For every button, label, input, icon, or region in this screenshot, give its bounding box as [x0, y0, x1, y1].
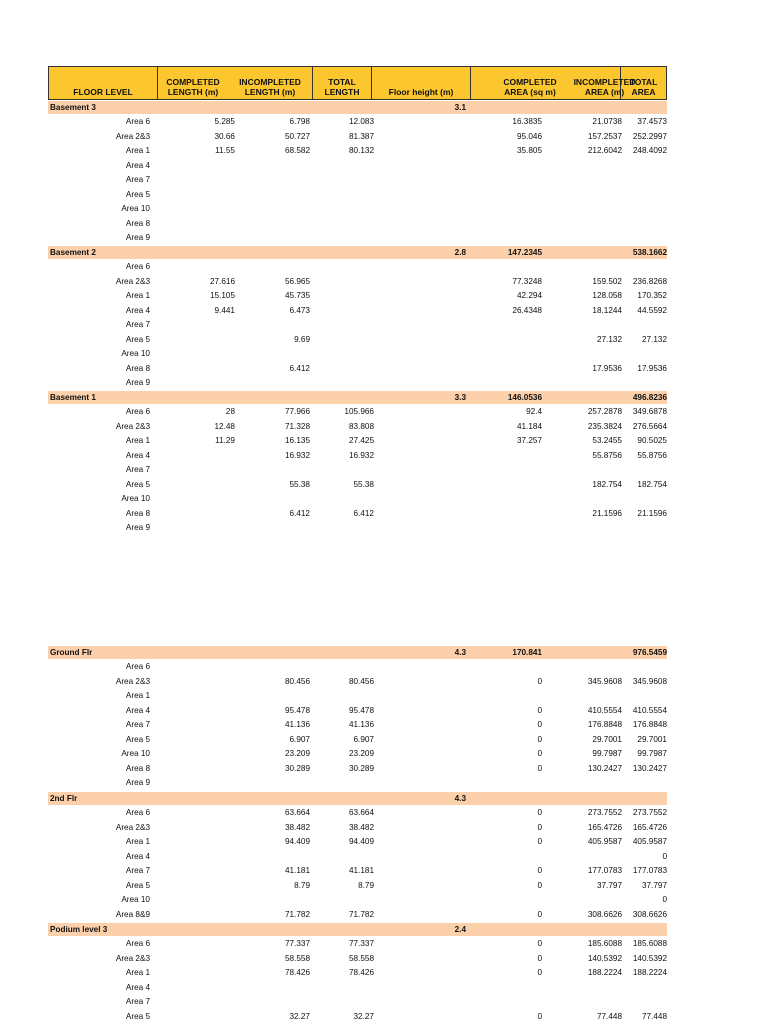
cell-value[interactable]: 90.5025 [637, 436, 667, 445]
cell-value[interactable]: 273.7552 [587, 808, 622, 817]
header-floor-height[interactable]: Floor height (m) [372, 67, 471, 99]
cell-value[interactable]: 176.8848 [587, 720, 622, 729]
floor-band [48, 792, 667, 805]
cell-value[interactable]: 63.664 [284, 808, 310, 817]
area-label[interactable]: Area 5 [125, 479, 150, 489]
cell-value[interactable]: 38.482 [348, 822, 374, 832]
cell-value[interactable]: 11.55 [215, 146, 235, 155]
area-label[interactable]: Area 8 [125, 218, 150, 228]
header-total-area[interactable]: TOTAL AREA [629, 77, 658, 97]
cell-value[interactable]: 159.502 [592, 276, 622, 286]
cell-value[interactable]: 0 [537, 720, 542, 729]
area-label[interactable]: Area 4 [125, 705, 150, 715]
area-label[interactable]: Area 1 [125, 691, 150, 700]
floor-height[interactable]: 4.3 [454, 794, 466, 803]
cell-value[interactable]: 273.7552 [632, 808, 667, 817]
cell-value[interactable]: 9.441 [214, 305, 235, 315]
cell-value[interactable]: 188.2224 [587, 968, 622, 977]
area-label[interactable]: Area 5 [125, 189, 150, 199]
area-label[interactable]: Area 6 [125, 262, 150, 271]
cell-value[interactable]: 6.798 [289, 117, 310, 126]
area-label[interactable]: Area 2&3 [115, 421, 150, 431]
floor-band [48, 646, 667, 659]
cell-value[interactable]: 0 [537, 676, 542, 686]
cell-value[interactable]: 0 [537, 939, 542, 948]
cell-value[interactable]: 248.4092 [632, 146, 667, 155]
cell-value[interactable]: 68.582 [284, 146, 310, 155]
area-label[interactable]: Area 10 [121, 349, 150, 358]
cell-value[interactable]: 30.289 [348, 763, 374, 773]
cell-value[interactable]: 6.473 [289, 305, 310, 315]
cell-value[interactable]: 77.337 [284, 939, 310, 948]
area-label[interactable]: Area 4 [125, 851, 150, 861]
cell-value[interactable]: 58.558 [284, 953, 310, 963]
cell-value[interactable]: 0 [537, 705, 542, 715]
cell-value[interactable]: 37.257 [516, 436, 542, 445]
cell-value[interactable]: 94.409 [348, 837, 374, 846]
cell-value[interactable]: 78.426 [348, 968, 374, 977]
cell-value[interactable]: 41.184 [516, 421, 542, 431]
cell-value[interactable]: 0 [662, 851, 667, 861]
cell-value[interactable]: 94.409 [284, 837, 310, 846]
cell-value[interactable]: 165.4726 [632, 822, 667, 832]
cell-value[interactable]: 53.2455 [592, 436, 622, 445]
cell-value[interactable]: 188.2224 [632, 968, 667, 977]
floor-band [48, 101, 667, 114]
cell-value[interactable]: 11.29 [215, 436, 235, 445]
area-label[interactable]: Area 6 [125, 808, 150, 817]
cell-value[interactable]: 16.932 [284, 450, 310, 460]
cell-value[interactable]: 37.797 [596, 880, 622, 890]
area-label[interactable]: Area 1 [125, 837, 150, 846]
header-incompleted-area[interactable]: INCOMPLETED AREA (m) [589, 67, 621, 99]
cell-value[interactable]: 92.4 [526, 407, 542, 416]
header-completed-area[interactable]: COMPLETED AREA (sq m) [503, 77, 557, 97]
cell-value[interactable]: 35.805 [516, 146, 542, 155]
cell-value[interactable]: 17.9536 [637, 363, 667, 373]
cell-value[interactable]: 29.7001 [592, 734, 622, 744]
cell-value[interactable]: 41.181 [284, 866, 310, 875]
cell-value[interactable]: 77.3248 [512, 276, 542, 286]
area-label[interactable]: Area 5 [125, 334, 150, 344]
cell-value[interactable]: 55.8756 [637, 450, 667, 460]
floor-name[interactable]: Basement 2 [50, 248, 96, 257]
floor-band [48, 391, 667, 404]
cell-value[interactable]: 185.6088 [632, 939, 667, 948]
area-label[interactable]: Area 5 [125, 734, 150, 744]
floor-height[interactable]: 3.1 [454, 103, 466, 112]
cell-value[interactable]: 50.727 [284, 131, 310, 141]
area-label[interactable]: Area 1 [125, 968, 150, 977]
cell-value[interactable]: 0 [537, 763, 542, 773]
cell-value[interactable]: 37.797 [641, 880, 667, 890]
cell-value[interactable]: 185.6088 [587, 939, 622, 948]
cell-value[interactable]: 0 [537, 734, 542, 744]
cell-value[interactable]: 12.48 [214, 421, 235, 431]
floor-band [48, 923, 667, 936]
cell-value[interactable]: 56.965 [284, 276, 310, 286]
cell-value[interactable]: 41.136 [284, 720, 310, 729]
area-label[interactable]: Area 1 [125, 291, 150, 300]
cell-value[interactable]: 28 [225, 407, 235, 416]
cell-value[interactable]: 0 [662, 895, 667, 904]
cell-value[interactable]: 95.478 [348, 705, 374, 715]
cell-value[interactable]: 6.412 [353, 508, 374, 518]
floor-total-area[interactable]: 976.5459 [632, 648, 667, 657]
cell-value[interactable]: 0 [537, 953, 542, 963]
cell-value[interactable]: 8.79 [358, 880, 374, 890]
cell-value[interactable]: 42.294 [516, 291, 542, 300]
cell-value[interactable]: 18.1244 [592, 305, 622, 315]
cell-value[interactable]: 95.478 [284, 705, 310, 715]
cell-value[interactable]: 44.5592 [637, 305, 667, 315]
cell-value[interactable]: 6.907 [289, 734, 310, 744]
cell-value[interactable]: 5.285 [214, 117, 235, 126]
cell-value[interactable]: 345.9608 [632, 676, 667, 686]
cell-value[interactable]: 23.209 [348, 749, 374, 758]
cell-value[interactable]: 170.352 [637, 291, 667, 300]
cell-value[interactable]: 37.4573 [637, 117, 667, 126]
cell-value[interactable]: 6.412 [289, 508, 310, 518]
floor-total-area[interactable]: 538.1662 [632, 248, 667, 257]
area-label[interactable]: Area 2&3 [115, 676, 150, 686]
cell-value[interactable]: 80.456 [348, 676, 374, 686]
floor-completed-area[interactable]: 170.841 [512, 648, 542, 657]
area-label[interactable]: Area 5 [125, 1011, 150, 1021]
area-label[interactable]: Area 4 [125, 982, 150, 992]
cell-value[interactable]: 12.083 [348, 117, 374, 126]
cell-value[interactable]: 405.9587 [632, 837, 667, 846]
cell-value[interactable]: 252.2997 [632, 131, 667, 141]
floor-completed-area[interactable]: 146.0536 [507, 393, 542, 402]
cell-value[interactable]: 45.735 [284, 291, 310, 300]
cell-value[interactable]: 63.664 [348, 808, 374, 817]
floor-total-area[interactable]: 496.8236 [632, 393, 667, 402]
cell-value[interactable]: 71.328 [284, 421, 310, 431]
cell-value[interactable]: 0 [537, 909, 542, 919]
cell-value[interactable]: 16.135 [284, 436, 310, 445]
cell-value[interactable]: 128.058 [592, 291, 622, 300]
cell-value[interactable]: 77.448 [596, 1011, 622, 1021]
cell-value[interactable]: 99.7987 [637, 749, 667, 758]
cell-value[interactable]: 71.782 [284, 909, 310, 919]
cell-value[interactable]: 276.5664 [632, 421, 667, 431]
cell-value[interactable]: 0 [537, 1011, 542, 1021]
area-label[interactable]: Area 6 [125, 662, 150, 671]
cell-value[interactable]: 32.27 [353, 1011, 374, 1021]
cell-value[interactable]: 27.132 [641, 334, 667, 344]
cell-value[interactable]: 95.046 [516, 131, 542, 141]
area-label[interactable]: Area 9 [125, 523, 150, 532]
area-label[interactable]: Area 7 [125, 175, 150, 184]
floor-height[interactable]: 2.8 [454, 248, 466, 257]
cell-value[interactable]: 345.9608 [587, 676, 622, 686]
area-label[interactable]: Area 1 [125, 146, 150, 155]
area-label[interactable]: Area 6 [125, 407, 150, 416]
area-label[interactable]: Area 8&9 [115, 909, 150, 919]
cell-value[interactable]: 55.38 [353, 479, 374, 489]
cell-value[interactable]: 0 [537, 749, 542, 758]
area-label[interactable]: Area 7 [125, 866, 150, 875]
cell-value[interactable]: 80.132 [348, 146, 374, 155]
cell-value[interactable]: 176.8848 [632, 720, 667, 729]
cell-value[interactable]: 140.5392 [632, 953, 667, 963]
header-completed-length[interactable]: COMPLETED LENGTH (m) [166, 77, 220, 97]
area-label[interactable]: Area 4 [125, 160, 150, 170]
cell-value[interactable]: 235.3824 [587, 421, 622, 431]
area-label[interactable]: Area 10 [121, 494, 150, 503]
cell-value[interactable]: 30.66 [214, 131, 235, 141]
cell-value[interactable]: 41.136 [348, 720, 374, 729]
cell-value[interactable]: 15.105 [209, 291, 235, 300]
area-label[interactable]: Area 6 [125, 117, 150, 126]
cell-value[interactable]: 349.6878 [632, 407, 667, 416]
cell-value[interactable]: 0 [537, 968, 542, 977]
cell-value[interactable]: 405.9587 [587, 837, 622, 846]
cell-value[interactable]: 71.782 [348, 909, 374, 919]
area-label[interactable]: Area 2&3 [115, 276, 150, 286]
cell-value[interactable]: 410.5554 [632, 705, 667, 715]
cell-value[interactable]: 58.558 [348, 953, 374, 963]
cell-value[interactable]: 308.6626 [587, 909, 622, 919]
floor-name[interactable]: Podium level 3 [50, 925, 108, 934]
cell-value[interactable]: 0 [537, 837, 542, 846]
cell-value[interactable]: 83.808 [348, 421, 374, 431]
area-label[interactable]: Area 7 [125, 320, 150, 329]
cell-value[interactable]: 55.8756 [592, 450, 622, 460]
cell-value[interactable]: 26.4348 [512, 305, 542, 315]
floor-name[interactable]: Ground Flr [50, 648, 93, 657]
cell-value[interactable]: 410.5554 [587, 705, 622, 715]
cell-value[interactable]: 77.966 [284, 407, 310, 416]
cell-value[interactable]: 177.0783 [587, 866, 622, 875]
cell-value[interactable]: 27.425 [348, 436, 374, 445]
cell-value[interactable]: 78.426 [284, 968, 310, 977]
floor-completed-area[interactable]: 147.2345 [507, 248, 542, 257]
cell-value[interactable]: 17.9536 [592, 363, 622, 373]
area-label[interactable]: Area 6 [125, 939, 150, 948]
cell-value[interactable]: 41.181 [348, 866, 374, 875]
cell-value[interactable]: 23.209 [284, 749, 310, 758]
area-label[interactable]: Area 5 [125, 880, 150, 890]
cell-value[interactable]: 80.456 [284, 676, 310, 686]
cell-value[interactable]: 140.5392 [587, 953, 622, 963]
floor-name[interactable]: Basement 3 [50, 103, 96, 112]
cell-value[interactable]: 0 [537, 808, 542, 817]
floor-height[interactable]: 3.3 [454, 393, 466, 402]
cell-value[interactable]: 27.132 [596, 334, 622, 344]
area-label[interactable]: Area 10 [121, 895, 150, 904]
cell-value[interactable]: 0 [537, 822, 542, 832]
cell-value[interactable]: 182.754 [592, 479, 622, 489]
floor-height[interactable]: 2.4 [454, 925, 466, 934]
cell-value[interactable]: 6.412 [289, 363, 310, 373]
cell-value[interactable]: 157.2537 [587, 131, 622, 141]
header-floor-level[interactable]: FLOOR LEVEL [49, 67, 158, 99]
floor-height[interactable]: 4.3 [454, 648, 466, 657]
cell-value[interactable]: 0 [537, 880, 542, 890]
cell-value[interactable]: 21.1596 [592, 508, 622, 518]
cell-value[interactable]: 16.932 [348, 450, 374, 460]
area-label[interactable]: Area 2&3 [115, 953, 150, 963]
cell-value[interactable]: 308.6626 [632, 909, 667, 919]
area-label[interactable]: Area 10 [121, 204, 150, 213]
area-label[interactable]: Area 4 [125, 305, 150, 315]
cell-value[interactable]: 212.6042 [587, 146, 622, 155]
cell-value[interactable]: 105.966 [344, 407, 374, 416]
cell-value[interactable]: 27.616 [209, 276, 235, 286]
area-label[interactable]: Area 7 [125, 465, 150, 474]
cell-value[interactable]: 32.27 [289, 1011, 310, 1021]
cell-value[interactable]: 81.387 [348, 131, 374, 141]
cell-value[interactable]: 8.79 [294, 880, 310, 890]
area-label[interactable]: Area 2&3 [115, 131, 150, 141]
cell-value[interactable]: 236.8268 [632, 276, 667, 286]
cell-value[interactable]: 55.38 [289, 479, 310, 489]
header-row [48, 66, 667, 100]
cell-value[interactable]: 21.1596 [637, 508, 667, 518]
area-label[interactable]: Area 9 [125, 778, 150, 787]
cell-value[interactable]: 30.289 [284, 763, 310, 773]
cell-value[interactable]: 6.907 [353, 734, 374, 744]
cell-value[interactable]: 0 [537, 866, 542, 875]
floor-band [48, 246, 667, 259]
cell-value[interactable]: 130.2427 [587, 763, 622, 773]
area-label[interactable]: Area 4 [125, 450, 150, 460]
area-label[interactable]: Area 7 [125, 997, 150, 1006]
cell-value[interactable]: 21.0738 [592, 117, 622, 126]
area-label[interactable]: Area 7 [125, 720, 150, 729]
header-incompleted-length[interactable]: INCOMPLETED LENGTH (m) [228, 67, 313, 99]
cell-value[interactable]: 130.2427 [632, 763, 667, 773]
floor-name[interactable]: 2nd Flr [50, 794, 78, 803]
header-total-length[interactable]: TOTAL LENGTH [313, 67, 372, 99]
cell-value[interactable]: 165.4726 [587, 822, 622, 832]
area-label[interactable]: Area 1 [125, 436, 150, 445]
area-label[interactable]: Area 8 [125, 763, 150, 773]
cell-value[interactable]: 257.2878 [587, 407, 622, 416]
area-label[interactable]: Area 9 [125, 378, 150, 387]
cell-value[interactable]: 99.7987 [592, 749, 622, 758]
area-label[interactable]: Area 8 [125, 363, 150, 373]
cell-value[interactable]: 16.3835 [512, 117, 542, 126]
cell-value[interactable]: 182.754 [637, 479, 667, 489]
floor-name[interactable]: Basement 1 [50, 393, 96, 402]
cell-value[interactable]: 29.7001 [637, 734, 667, 744]
cell-value[interactable]: 177.0783 [632, 866, 667, 875]
cell-value[interactable]: 77.448 [641, 1011, 667, 1021]
cell-value[interactable]: 38.482 [284, 822, 310, 832]
cell-value[interactable]: 77.337 [348, 939, 374, 948]
area-label[interactable]: Area 9 [125, 233, 150, 242]
area-label[interactable]: Area 8 [125, 508, 150, 518]
cell-value[interactable]: 9.69 [294, 334, 310, 344]
area-label[interactable]: Area 10 [121, 749, 150, 758]
area-label[interactable]: Area 2&3 [115, 822, 150, 832]
